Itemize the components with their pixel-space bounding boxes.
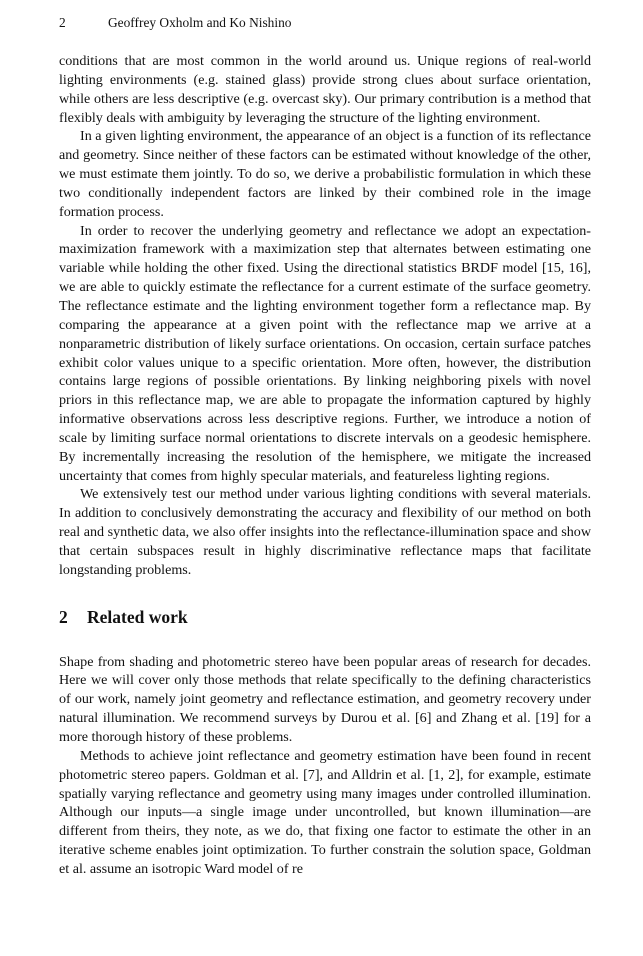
section-heading: [59, 606, 591, 628]
running-header-authors: Geoffrey Oxholm and Ko Nishino: [108, 15, 292, 30]
section-number: 2: [59, 606, 68, 627]
body-paragraph: In order to recover the underlying geometry and reflectance we adopt an expectation-maximization framework with a maximization step that alternates between estimating one variable while holding the other fixed. Using the directional statistics BRDF model [15, 16], we are able to quickly estimate the reflectance for a current estimate of the surface geometry. The reflectance estimate and the lighting environment together form a reflectance map. By comparing the appearance at a given point with the reflectance map we arrive at a nonparametric distribution of likely surface orientations. On occasion, certain surface patches exhibit color values unique to a specific orientation. More often, however, the distribution contains large regions of possible orientations. By linking neighboring pixels with novel priors in this reflectance map, we are able to propagate the information captured by highly informative observations across less descriptive regions. Further, we introduce a notion of scale by limiting surface normal orientations to discrete intervals on a geodesic hemisphere. By incrementally increasing the resolution of the hemisphere, we mitigate the increased uncertainty that comes from highly specular materials, and featureless lighting regions.: [59, 222, 591, 484]
section-title: Related work: [87, 606, 188, 627]
body-paragraph: In a given lighting environment, the appearance of an object is a function of its reflectance and geometry. Since neither of these factors can be estimated without knowledge of the other, we must estimate them jointly. To do so, we derive a probabilistic formulation in which these two conditionally independent factors are linked by their combined role in the image formation process.: [59, 128, 591, 220]
body-paragraph: Shape from shading and photometric stereo have been popular areas of research for decades. Here we will cover only those methods that relate specifically to the defining characteristics of our work, namely joint geometry and reflectance estimation, and geometry recovery under natural illumination. We recommend surveys by Durou et al. [6] and Zhang et al. [19] for a more thorough history of these problems.: [59, 653, 591, 745]
body-paragraph: Methods to achieve joint reflectance and geometry estimation have been found in recent photometric stereo papers. Goldman et al. [7], and Alldrin et al. [1, 2], for example, estimate spatially varying reflectance and geometry using many images under controlled illumination. Although our inputs—a single image under uncontrolled, but known illumination—are different from theirs, they note, as we do, that fixing one factor to estimate the other in an iterative scheme enables joint optimization. To further constrain the solution space, Goldman et al. assume an isotropic Ward model of re: [59, 747, 591, 877]
paper-page: [59, 14, 591, 879]
running-header: [59, 14, 591, 32]
body-paragraph: conditions that are most common in the world around us. Unique regions of real-world lighting environments (e.g. stained glass) provide strong clues about surface orientation, while others are less descriptive (e.g. overcast sky). Our primary contribution is a method that flexibly deals with ambiguity by leveraging the structure of the lighting environment.: [59, 53, 591, 126]
page-number: 2: [59, 15, 66, 30]
body-paragraph: We extensively test our method under various lighting conditions with several materials. In addition to conclusively demonstrating the accuracy and flexibility of our method on both real and synthetic data, we also offer insights into the reflectance-illumination space and show that certain subspaces result in highly discriminative reflectance maps that facilitate longstanding problems.: [59, 486, 591, 578]
